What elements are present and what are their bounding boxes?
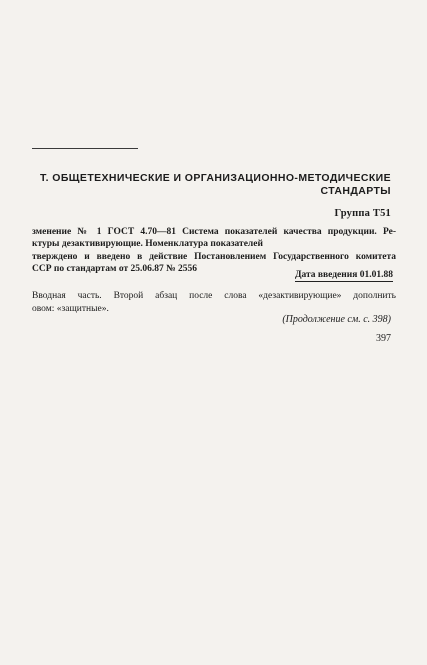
amendment-title-line-1: зменение № 1 ГОСТ 4.70—81 Система показателей качества продукции. Ре- bbox=[32, 227, 396, 237]
header-rule bbox=[32, 148, 138, 149]
continuation-note: (Продолжение см. с. 398) bbox=[282, 314, 391, 325]
effective-date: Дата введения 01.01.88 bbox=[294, 270, 393, 280]
section-heading-line-2: СТАНДАРТЫ bbox=[320, 185, 391, 197]
body-paragraph-line-2: овом: «защитные». bbox=[32, 303, 109, 314]
amendment-title-line-2: ктуры дезактивирующие. Номенклатура показателей bbox=[32, 238, 263, 249]
group-code: Группа Т51 bbox=[334, 208, 391, 219]
amendment-title bbox=[32, 227, 396, 250]
section-heading-line-1: Т. ОБЩЕТЕХНИЧЕСКИЕ И ОРГАНИЗАЦИОННО-МЕТОДИЧЕСКИЕ bbox=[40, 172, 391, 184]
body-paragraph-line-1: Вводная часть. Второй абзац после слова «дезактивирующие» дополнить bbox=[32, 291, 396, 301]
approval-statement-line-1: тверждено и введено в действие Постановлением Государственного комитета bbox=[32, 252, 396, 262]
approval-statement-line-2: ССР по стандартам от 25.06.87 № 2556 bbox=[32, 263, 198, 274]
body-paragraph bbox=[32, 290, 396, 315]
page-number: 397 bbox=[376, 333, 391, 344]
section-heading bbox=[11, 172, 391, 198]
